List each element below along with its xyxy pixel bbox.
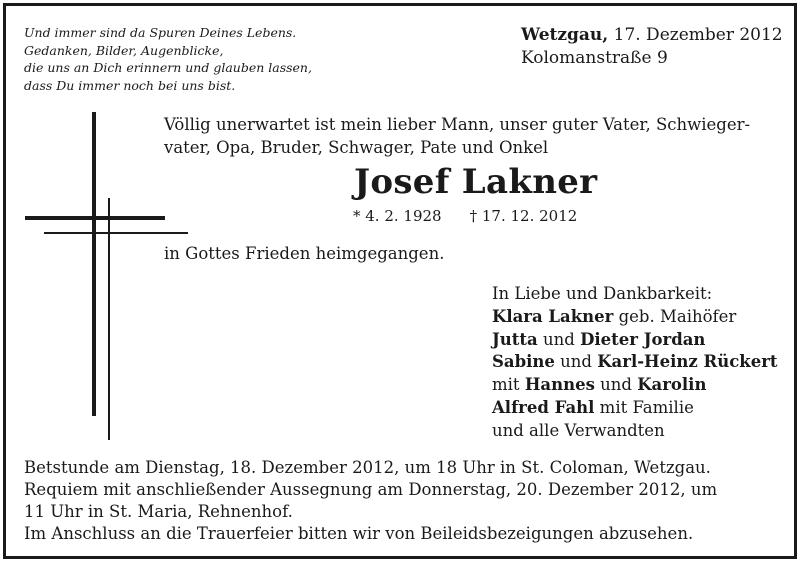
mourner-name: Karolin xyxy=(637,375,707,395)
mourner-text: geb. Maihöfer xyxy=(613,306,737,326)
mourner-text: mit Familie xyxy=(594,397,694,417)
poem-line: die uns an Dich erinnern und glauben lassen, xyxy=(24,60,312,75)
cross-shadow-horizontal-line xyxy=(44,232,188,234)
peace-statement: in Gottes Frieden heimgegangen. xyxy=(164,244,445,263)
cross-vertical-bar xyxy=(92,112,96,416)
poem-line: dass Du immer noch bei uns bist. xyxy=(24,77,236,93)
memorial-poem xyxy=(24,24,312,94)
mourner-name: Alfred Fahl xyxy=(492,397,595,417)
mourner-name: Dieter Jordan xyxy=(580,329,706,349)
poem-line: Und immer sind da Spuren Deines Lebens. xyxy=(24,25,297,40)
prayer-hour: Betstunde am Dienstag, 18. Dezember 2012, um 18 Uhr in St. Coloman, Wetzgau. xyxy=(24,458,711,477)
mourners-list xyxy=(492,283,778,443)
street-address: Kolomanstraße 9 xyxy=(521,48,668,68)
mourners-heading: In Liebe und Dankbarkeit: xyxy=(492,284,713,303)
requiem: Requiem mit anschließender Aussegnung am Donnerstag, 20. Dezember 2012, um xyxy=(24,480,718,499)
mourner-line xyxy=(492,351,778,374)
service-details xyxy=(24,457,717,545)
condolence-note: Im Anschluss an die Trauerfeier bitten wir von Beileidsbezeigungen abzusehen. xyxy=(24,524,694,543)
mourner-text: und xyxy=(537,329,581,349)
announcement-intro xyxy=(164,113,750,159)
mourner-text: mit xyxy=(492,375,525,395)
mourner-line: und alle Verwandten xyxy=(492,420,665,440)
cross-shadow-vertical-line xyxy=(108,198,110,440)
obituary-notice xyxy=(3,3,797,559)
mourner-name: Hannes xyxy=(524,375,595,395)
mourner-text: und xyxy=(594,375,638,395)
life-dates xyxy=(353,206,577,226)
intro-line: Völlig unerwartet ist mein lieber Mann, unser guter Vater, Schwieger- xyxy=(164,115,751,134)
city-date-line xyxy=(521,24,783,47)
intro-line: vater, Opa, Bruder, Schwager, Pate und Onkel xyxy=(164,138,549,157)
cross-horizontal-bar xyxy=(25,216,165,220)
death-date: † 17. 12. 2012 xyxy=(469,207,578,225)
mourner-name: Jutta xyxy=(492,329,538,349)
mourner-text: und xyxy=(554,352,598,372)
poem-line: Gedanken, Bilder, Augenblicke, xyxy=(24,42,224,58)
mourner-name: Sabine xyxy=(492,352,555,372)
mourner-name: Karl-Heinz Rückert xyxy=(597,352,778,372)
place-and-date xyxy=(521,24,783,70)
mourner-line xyxy=(492,374,778,397)
deceased-name: Josef Lakner xyxy=(354,162,598,202)
mourner-line xyxy=(492,306,778,329)
mourner-name: Klara Lakner xyxy=(492,306,614,326)
mourner-line xyxy=(492,329,778,352)
requiem-continued: 11 Uhr in St. Maria, Rehnenhof. xyxy=(24,502,293,521)
date: 17. Dezember 2012 xyxy=(608,25,783,45)
city: Wetzgau, xyxy=(521,25,609,45)
mourner-line xyxy=(492,397,778,420)
birth-date: * 4. 2. 1928 xyxy=(353,207,442,225)
